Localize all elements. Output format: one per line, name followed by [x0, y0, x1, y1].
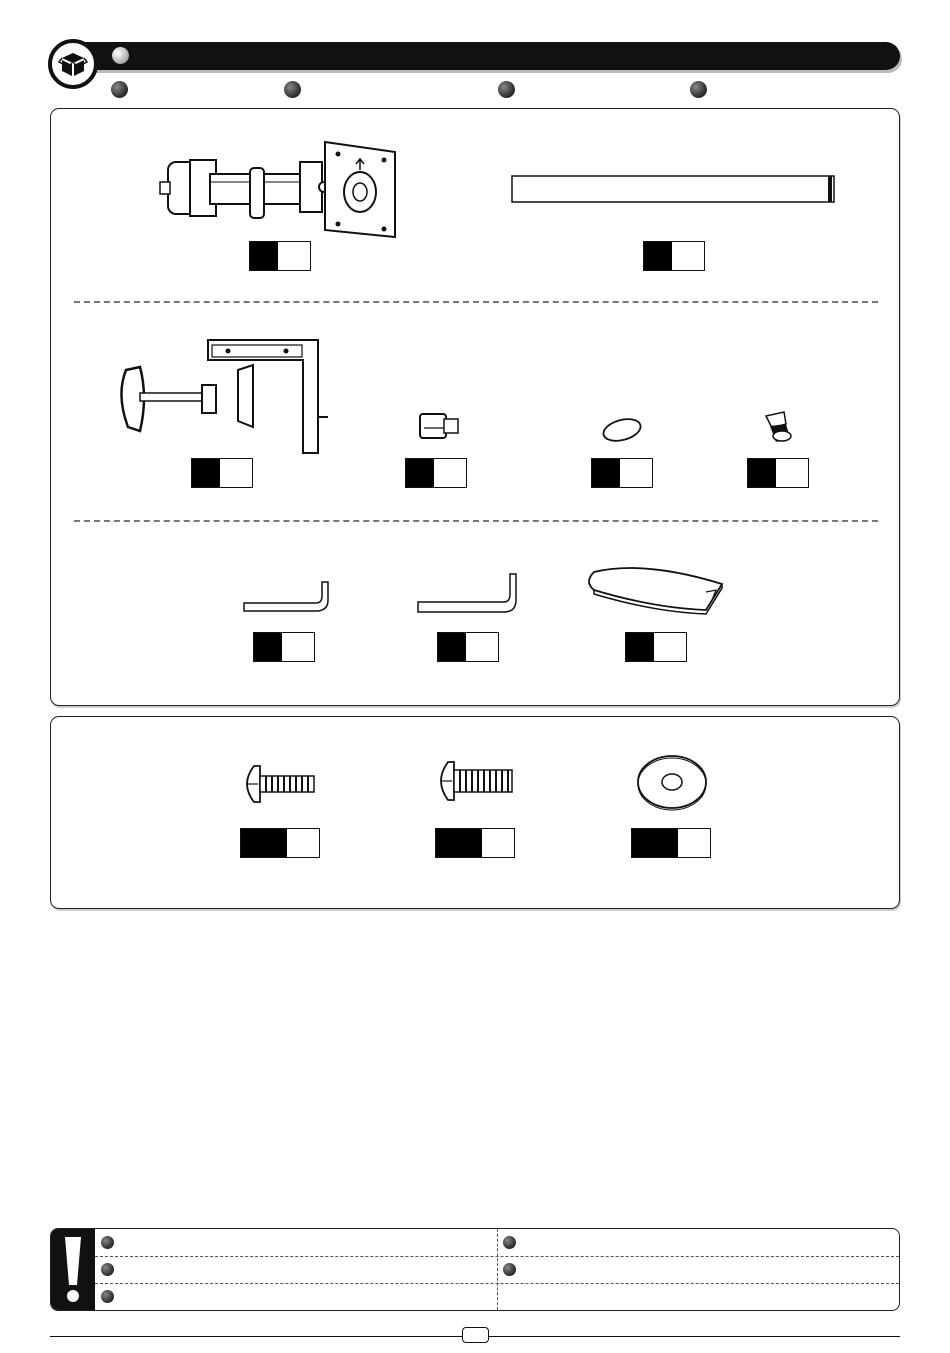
quantity-box	[240, 828, 320, 858]
cable-clip-icon	[414, 410, 464, 442]
round-cap-icon	[600, 415, 644, 445]
quantity-box	[249, 241, 311, 271]
warning-bullet	[101, 1290, 114, 1303]
row-separator	[74, 301, 878, 303]
quantity-box	[191, 458, 253, 488]
long-bolt-icon	[434, 758, 516, 804]
quantity-box	[625, 632, 687, 662]
quantity-box	[591, 458, 653, 488]
step-marker-2	[284, 81, 301, 98]
quantity-box	[435, 828, 515, 858]
large-allen-key-icon	[416, 572, 520, 616]
step-marker-3	[498, 81, 515, 98]
page-number-box	[462, 1327, 489, 1343]
countersunk-screw-icon	[760, 410, 796, 446]
exclamation-icon	[51, 1229, 95, 1310]
warning-bullet	[503, 1236, 516, 1249]
desk-clamp-icon	[108, 335, 333, 460]
warning-column-separator	[497, 1229, 498, 1310]
quantity-box	[747, 458, 809, 488]
pole-tube-icon	[510, 173, 840, 207]
hardware-panel	[50, 716, 900, 909]
quantity-box	[643, 241, 705, 271]
warnings-panel	[50, 1228, 900, 1311]
warning-bullet	[101, 1263, 114, 1276]
small-allen-key-icon	[242, 578, 332, 616]
step-marker-4	[690, 81, 707, 98]
quantity-box	[437, 632, 499, 662]
section-header-bar	[82, 42, 900, 70]
base-pad-icon	[584, 562, 730, 618]
washer-icon	[634, 752, 710, 812]
short-bolt-icon	[240, 762, 320, 806]
warning-bullet	[101, 1236, 114, 1249]
header-bullet	[112, 47, 129, 64]
row-separator	[74, 520, 878, 522]
warning-bullet	[503, 1263, 516, 1276]
quantity-box	[253, 632, 315, 662]
quantity-box	[631, 828, 711, 858]
step-marker-1	[111, 81, 128, 98]
quantity-box	[405, 458, 467, 488]
monitor-arm-vesa-plate-icon	[150, 132, 410, 247]
box-icon	[48, 39, 98, 89]
